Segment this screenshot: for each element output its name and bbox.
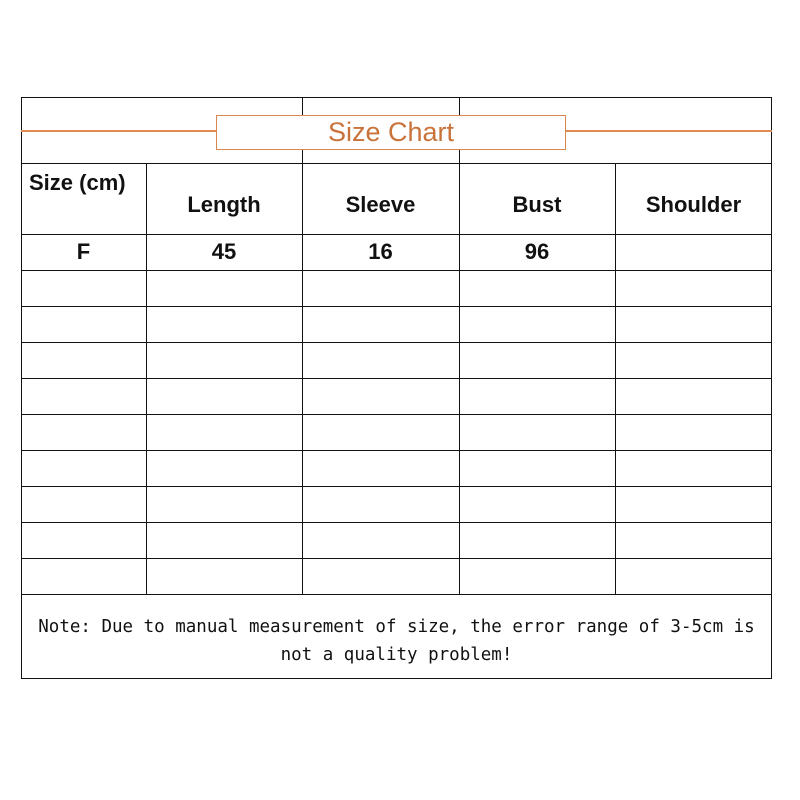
table-cell: 45 (211, 239, 237, 264)
measurement-note: Note: Due to manual measurement of size, the error range of 3-5cm is not a quality problem! (38, 617, 755, 665)
table-cell (21, 270, 146, 306)
table-cell (21, 486, 146, 522)
table-cell (459, 306, 615, 342)
table-border-top (21, 97, 772, 98)
header-cell: Sleeve (345, 191, 416, 217)
table-cell (615, 486, 772, 522)
table-cell (146, 414, 302, 450)
table-cell (459, 522, 615, 558)
table-cell (21, 450, 146, 486)
table-cell (21, 306, 146, 342)
table-cell (615, 450, 772, 486)
table-cell (302, 414, 459, 450)
table-cell (21, 414, 146, 450)
table-cell (146, 522, 302, 558)
page-title: Size Chart (216, 115, 566, 150)
table-cell (615, 522, 772, 558)
table-cell (21, 558, 146, 594)
table-cell (615, 306, 772, 342)
table-cell (302, 342, 459, 378)
table-cell (615, 558, 772, 594)
table-cell (615, 270, 772, 306)
table-cell (146, 450, 302, 486)
table-cell (302, 306, 459, 342)
table-cell (21, 522, 146, 558)
title-accent-line-left (21, 130, 217, 132)
table-cell (459, 486, 615, 522)
table-cell (302, 270, 459, 306)
table-cell (146, 378, 302, 414)
table-cell (302, 378, 459, 414)
table-cell (146, 558, 302, 594)
table-cell (615, 342, 772, 378)
table-cell (146, 486, 302, 522)
title-accent-line-right (565, 130, 772, 132)
table-cell (615, 234, 772, 270)
table-cell (302, 522, 459, 558)
header-cell: Shoulder (645, 191, 742, 217)
table-cell (302, 486, 459, 522)
table-cell: F (76, 239, 91, 264)
table-cell (459, 450, 615, 486)
table-cell (146, 306, 302, 342)
table-cell (459, 342, 615, 378)
table-cell (615, 414, 772, 450)
table-cell (615, 378, 772, 414)
table-cell (459, 378, 615, 414)
table-cell (146, 342, 302, 378)
table-cell (146, 270, 302, 306)
table-cell (459, 558, 615, 594)
table-cell (302, 558, 459, 594)
table-cell: 16 (368, 239, 393, 264)
header-cell: Size (cm) (29, 170, 126, 195)
row-divider (21, 594, 772, 595)
table-cell: 96 (524, 239, 550, 264)
table-cell (21, 342, 146, 378)
table-cell (459, 270, 615, 306)
header-cell: Length (187, 191, 261, 217)
table-cell (21, 378, 146, 414)
header-cell: Bust (512, 191, 562, 217)
table-cell (459, 414, 615, 450)
table-cell (302, 450, 459, 486)
size-chart-table (21, 97, 772, 679)
